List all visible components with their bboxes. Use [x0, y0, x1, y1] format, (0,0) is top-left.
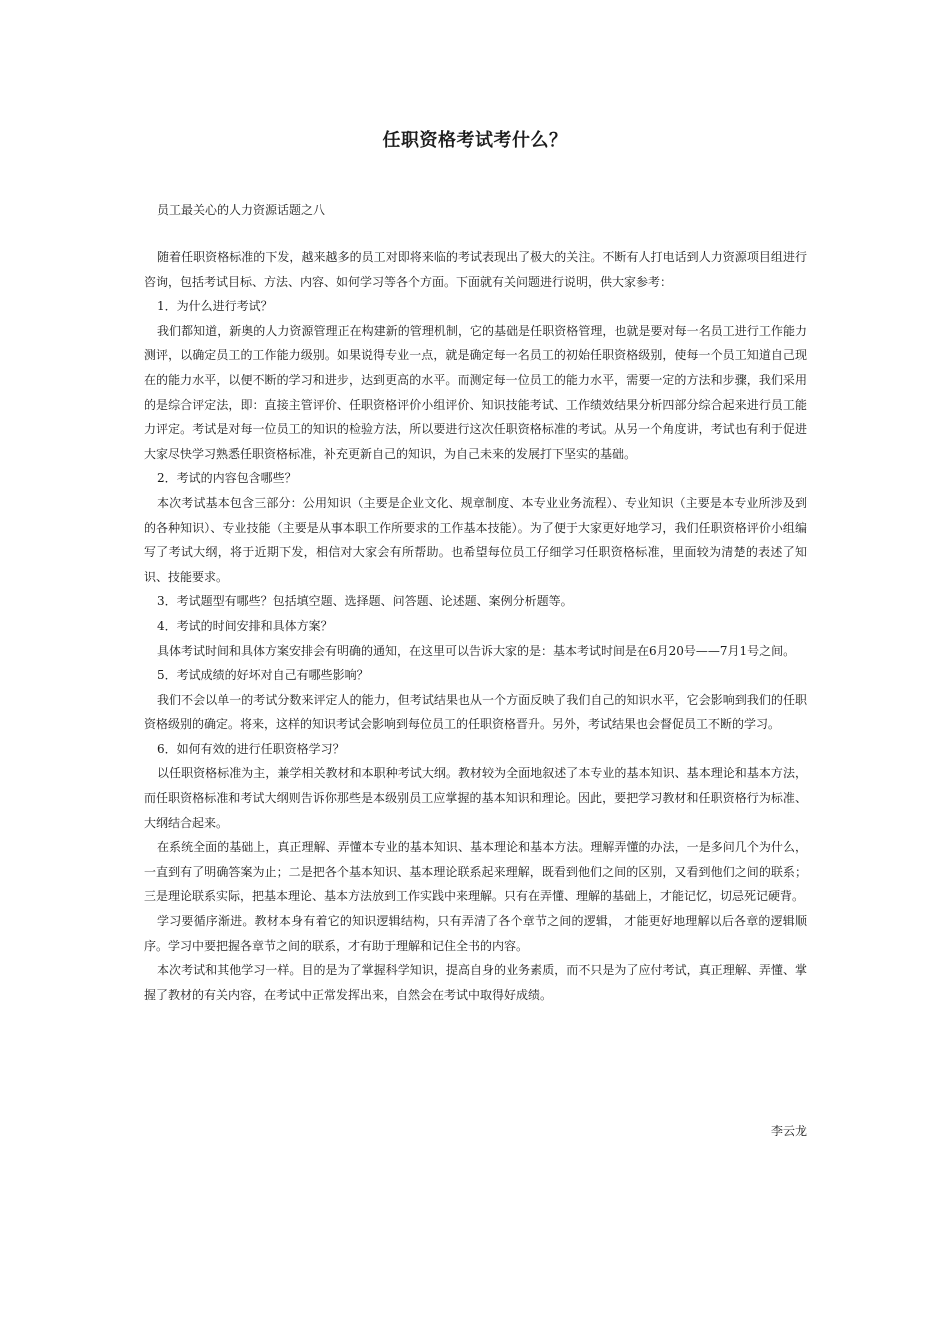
paragraph: 在系统全面的基础上，真正理解、弄懂本专业的基本知识、基本理论和基本方法。理解弄懂的办法，一是多问几个为什么，一直到有了明确答案为止；二是把各个基本知识、基本理论联系起来理解，既看到他们之间的区别，又看到他们之间的联系；三是理论联系实际，把基本理论、基本方法放到工作实践中来理解。只有在弄懂、理解的基础上，才能记忆，切忌死记硬背。 [144, 840, 807, 904]
paragraph: 本次考试基本包含三部分：公用知识（主要是企业文化、规章制度、本专业业务流程）、专业知识（主要是本专业所涉及到的各种知识）、专业技能（主要是从事本职工作所要求的工作基本技能）。为了便于大家更好地学习，我们任职资格评价小组编写了考试大纲，将于近期下发，相信对大家会有所帮助。也希望每位员工仔细学习任职资格标准，里面较为清楚的表述了知识、技能要求。 [144, 495, 807, 584]
document-title: 任职资格考试考什么？ [382, 130, 568, 151]
paragraph-intro: 随着任职资格标准的下发，越来越多的员工对即将来临的考试表现出了极大的关注。不断有人打电话到人力资源项目组进行咨询，包括考试目标、方法、内容、如何学习等各个方面。下面就有关问题进行说明，供大家参考： [144, 250, 807, 289]
section-heading-6: 6．如何有效的进行任职资格学习？ [157, 741, 345, 756]
paragraph: 具体考试时间和具体方案安排会有明确的通知，在这里可以告诉大家的是：基本考试时间是在6月20号——7月1号之间。 [157, 643, 796, 658]
paragraph: 以任职资格标准为主，兼学相关教材和本职种考试大纲。教材较为全面地叙述了本专业的基本知识、基本理论和基本方法，而任职资格标准和考试大纲则告诉你那些是本级别员工应掌握的基本知识和理论。因此，要把学习教材和任职资格行为标准、大纲结合起来。 [144, 766, 807, 830]
document-body [144, 245, 807, 1007]
paragraph: 学习要循序渐进。教材本身有着它的知识逻辑结构，只有弄清了各个章节之间的逻辑， 才能更好地理解以后各章的逻辑顺序。学习中要把握各章节之间的联系，才有助于理解和记住全书的内容。 [144, 914, 807, 953]
document-subtitle: 员工最关心的人力资源话题之八 [157, 203, 326, 217]
paragraph: 我们不会以单一的考试分数来评定人的能力，但考试结果也从一个方面反映了我们自己的知识水平，它会影响到我们的任职资格级别的确定。将来，这样的知识考试会影响到每位员工的任职资格晋升。另外，考试结果也会督促员工不断的学习。 [144, 692, 807, 732]
paragraph: 我们都知道，新奥的人力资源管理正在构建新的管理机制，它的基础是任职资格管理，也就是要对每一名员工进行工作能力测评，以确定员工的工作能力级别。如果说得专业一点，就是确定每一名员工的初始任职资格级别，使每一个员工知道自己现在的能力水平，以便不断的学习和进步，达到更高的水平。而测定每一位员工的能力水平，需要一定的方法和步骤，我们采用的是综合评定法，即：直接主管评价、任职资格评价小组评价、知识技能考试、工作绩效结果分析四部分综合起来进行员工能力评定。考试是对每一位员工的知识的检验方法，所以要进行这次任职资格标准的考试。从另一个角度讲，考试也有利于促进大家尽快学习熟悉任职资格标准，补充更新自己的知识，为自己未来的发展打下坚实的基础。 [144, 323, 807, 461]
section-heading-5: 5．考试成绩的好坏对自己有哪些影响？ [157, 668, 369, 683]
section-heading-3: 3．考试题型有哪些？包括填空题、选择题、问答题、论述题、案例分析题等。 [157, 594, 573, 609]
section-heading-2: 2．考试的内容包含哪些？ [157, 471, 297, 486]
author-signature: 李云龙 [770, 1124, 807, 1138]
section-heading-4: 4．考试的时间安排和具体方案？ [157, 618, 333, 633]
paragraph-closing: 本次考试和其他学习一样。目的是为了掌握科学知识，提高自身的业务素质，而不只是为了应付考试，真正理解、弄懂、掌握了教材的有关内容，在考试中正常发挥出来，自然会在考试中取得好成绩。 [144, 963, 807, 1002]
section-heading-1: 1．为什么进行考试？ [157, 299, 273, 314]
